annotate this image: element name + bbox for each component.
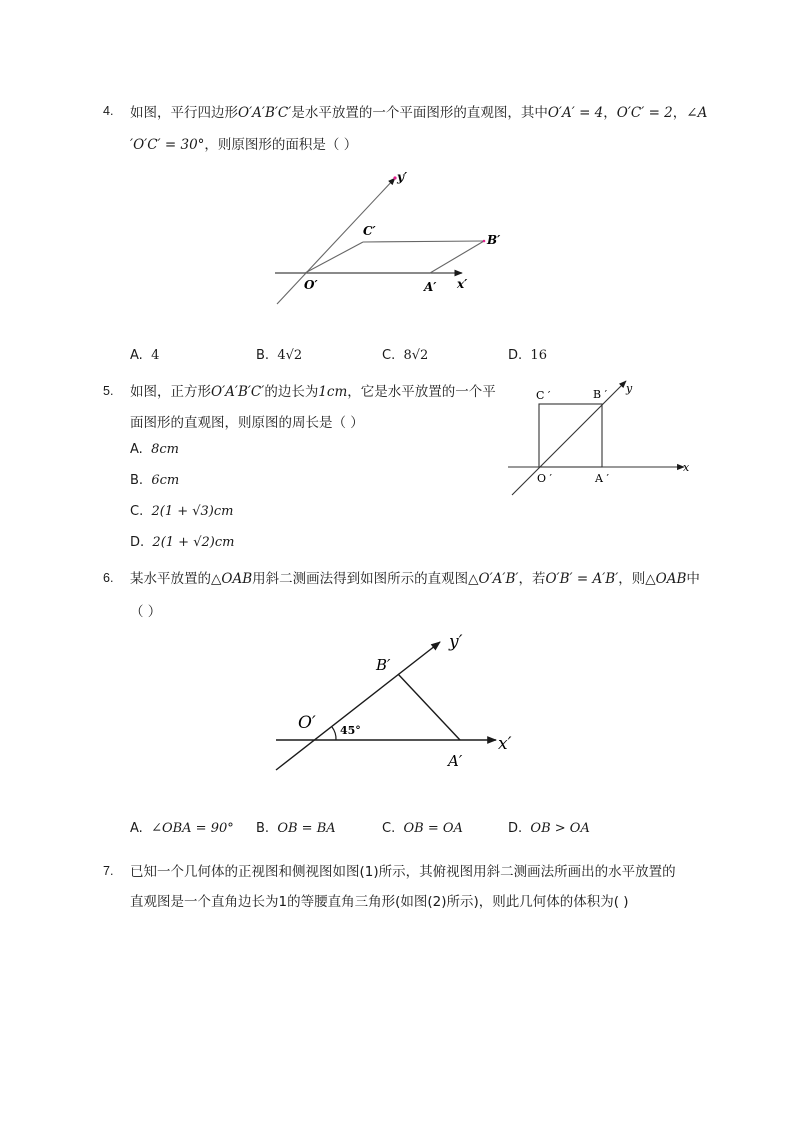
q5-label-x: x: [683, 461, 690, 474]
q5-text-a: 如图，正方形: [130, 384, 211, 400]
q7-number: 7.: [103, 864, 114, 878]
q6-text-b: 用斜二测画法得到如图所示的直观图: [252, 571, 469, 587]
q5-label-c: C ′: [536, 389, 551, 402]
q6-triangle-1: △OAB: [211, 571, 253, 587]
q5-text-b: 的边长为: [264, 384, 319, 400]
q5-label-y: y: [626, 382, 633, 395]
q6-side-ba: [398, 674, 460, 740]
q4-text-b: 是水平放置的一个平面图形的直观图，其中: [291, 105, 548, 121]
q5-figure-name: O′A′B′C′: [211, 384, 265, 400]
q6-angle-arc: [332, 727, 336, 740]
q6-number: 6.: [103, 571, 114, 585]
q5-label-o: O ′: [537, 472, 553, 485]
q7-line1: 已知一个几何体的正视图和侧视图如图(1)所示，其俯视图用斜二测画法所画出的水平放置的: [130, 864, 676, 880]
q6-label-b: B′: [376, 656, 391, 674]
q4-label-x: x′: [457, 277, 468, 291]
q6-text-c: ，若: [518, 571, 546, 587]
q6-option-c[interactable]: C. OB = OA: [382, 821, 463, 836]
q6-label-y: y′: [449, 632, 463, 652]
q6-text-e: 中: [686, 571, 700, 587]
q5-option-b[interactable]: B. 6cm: [130, 473, 180, 488]
q4-line2-text: ，则原图形的面积是（ ）: [204, 137, 358, 153]
q6-y-axis: [276, 642, 440, 770]
q4-eq-oa: O′A′ = 4: [547, 105, 604, 121]
q6-option-b[interactable]: B. OB = BA: [256, 821, 336, 836]
q6-label-x: x′: [498, 734, 512, 754]
q5-option-a[interactable]: A. 8cm: [130, 442, 179, 457]
q4-sep2: ，: [672, 105, 687, 121]
q6-label-o: O′: [298, 713, 316, 733]
q4-label-a: A′: [424, 280, 437, 294]
q6-condition: O′B′ = A′B′: [545, 571, 619, 587]
q5-label-b: B ′: [593, 388, 608, 401]
q4-number: 4.: [103, 104, 114, 118]
q4-option-d[interactable]: D. 16: [508, 348, 547, 363]
q4-figure-name: O′A′B′C′: [238, 105, 292, 121]
q4-eq-oc: O′C′ = 2: [616, 105, 673, 121]
q5-number: 5.: [103, 384, 114, 398]
q4-label-b: B′: [487, 233, 501, 247]
q4-option-b[interactable]: B. 4√2: [256, 348, 303, 363]
q6-triangle-3: △OAB: [645, 571, 687, 587]
q6-triangle-2: △O′A′B′: [468, 571, 519, 587]
q5-option-c[interactable]: C. 2(1 + √3)cm: [130, 504, 234, 519]
q4-sep1: ，: [603, 105, 617, 121]
q6-line2: （ ）: [130, 604, 162, 620]
q4-label-o: O′: [304, 278, 318, 292]
q4-angle: ′O′C′ = 30°: [130, 137, 205, 153]
q5-option-d[interactable]: D. 2(1 + √2)cm: [130, 535, 235, 550]
q4-option-c[interactable]: C. 8√2: [382, 348, 429, 363]
q4-label-c: C′: [363, 224, 376, 238]
q4-text-a: 如图，平行四边形: [130, 105, 238, 121]
q6-text-a: 某水平放置的: [130, 571, 211, 587]
q6-option-d[interactable]: D. OB > OA: [508, 821, 590, 836]
q4-label-y: y′: [397, 170, 408, 184]
q7-line2: 直观图是一个直角边长为1的等腰直角三角形(如图(2)所示)，则此几何体的体积为( ): [130, 894, 629, 910]
q6-label-a: A′: [448, 752, 463, 770]
q5-text-c: ，它是水平放置的一个平: [347, 384, 496, 400]
q6-option-a[interactable]: A. ∠OBA = 90°: [130, 821, 234, 836]
q5-label-a: A ′: [595, 472, 609, 485]
q4-angle-start: ∠A: [686, 105, 708, 121]
q5-line2: 面图形的直观图，则原图的周长是（ ）: [130, 415, 364, 431]
q4-option-a[interactable]: A. 4: [130, 348, 160, 363]
q6-label-angle: 45°: [340, 724, 361, 737]
q5-side: 1cm: [318, 384, 348, 400]
q6-text-d: ，则: [618, 571, 646, 587]
